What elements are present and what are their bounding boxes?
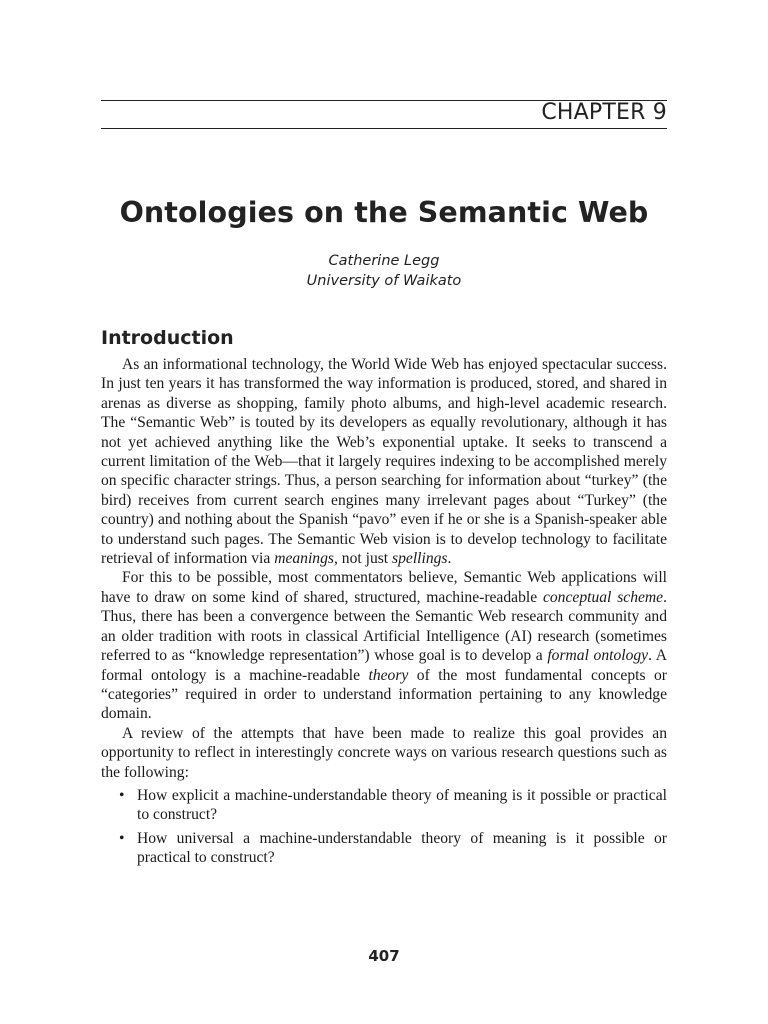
author-affiliation: University of Waikato xyxy=(306,273,462,289)
paragraph-text: As an informational technology, the World Wide Web has enjoyed spectacular success. In just ten years it has transformed the way information is produced, stored, and shared in arenas as diverse as shopping, family photo albums, and high-level academic research. The “Semantic Web” is touted by its developers as equally revolutionary, although it has not yet achieved anything like the Web’s exponential uptake. It seeks to transcend a current limitation of the Web—that it largely requires indexing to be accomplished merely on specific character strings. Thus, a person searching for information about “turkey” (the bird) receives from current search engines many irrelevant pages about “Turkey” (the country) and nothing about the Spanish “pavo” even if he or she is a Spanish-speaker able to understand such pages. The Semantic Web vision is to develop technology to facilitate retrieval of information via xyxy=(101,356,667,568)
emphasis-text: formal ontology xyxy=(547,647,649,665)
paragraph-text: , not just xyxy=(333,550,393,568)
chapter-title: Ontologies on the Semantic Web xyxy=(119,196,649,229)
bullet-icon: • xyxy=(119,786,125,804)
bullet-icon: • xyxy=(119,829,125,847)
paragraph-text: A review of the attempts that have been made to realize this goal provides an opportunity to reflect in interestingly concrete ways on various research questions such as the following: xyxy=(101,724,667,781)
body-text xyxy=(101,355,667,872)
list-item xyxy=(101,786,667,825)
paragraph-text: . Thus, there has been a convergence between the Semantic Web research community and an older tradition with roots in classical Artificial Intelligence (AI) research (sometimes referred to as “knowledge representation”) whose goal is to develop a xyxy=(101,588,668,665)
paragraph-text: of the most fundamental concepts or “categories” required in order to understand information pertaining to any knowledge domain. xyxy=(101,666,667,723)
emphasis-text: theory xyxy=(368,666,409,684)
paragraph-2 xyxy=(101,568,667,723)
paragraph-text: . A formal ontology is a machine-readable xyxy=(101,647,667,684)
emphasis-text: meanings xyxy=(274,550,334,568)
paragraph-text: For this to be possible, most commentators believe, Semantic Web applications will have to draw on some kind of shared, structured, machine-readable xyxy=(101,569,667,606)
emphasis-text: spellings xyxy=(392,550,448,568)
list-item-text: How explicit a machine-understandable theory of meaning is it possible or practical to construct? xyxy=(137,786,667,824)
header-rule-bottom xyxy=(101,128,667,129)
page-number: 407 xyxy=(368,947,400,965)
paragraph-text: . xyxy=(447,550,452,568)
question-list xyxy=(101,786,667,868)
section-heading: Introduction xyxy=(101,327,234,349)
author-name: Catherine Legg xyxy=(328,253,440,269)
emphasis-text: conceptual scheme xyxy=(542,588,664,606)
chapter-label: CHAPTER 9 xyxy=(541,100,667,125)
paragraph-3 xyxy=(101,724,667,782)
list-item xyxy=(101,829,667,868)
paragraph-1 xyxy=(101,355,667,568)
list-item-text: How universal a machine-understandable theory of meaning is it possible or practical to construct? xyxy=(137,829,667,867)
